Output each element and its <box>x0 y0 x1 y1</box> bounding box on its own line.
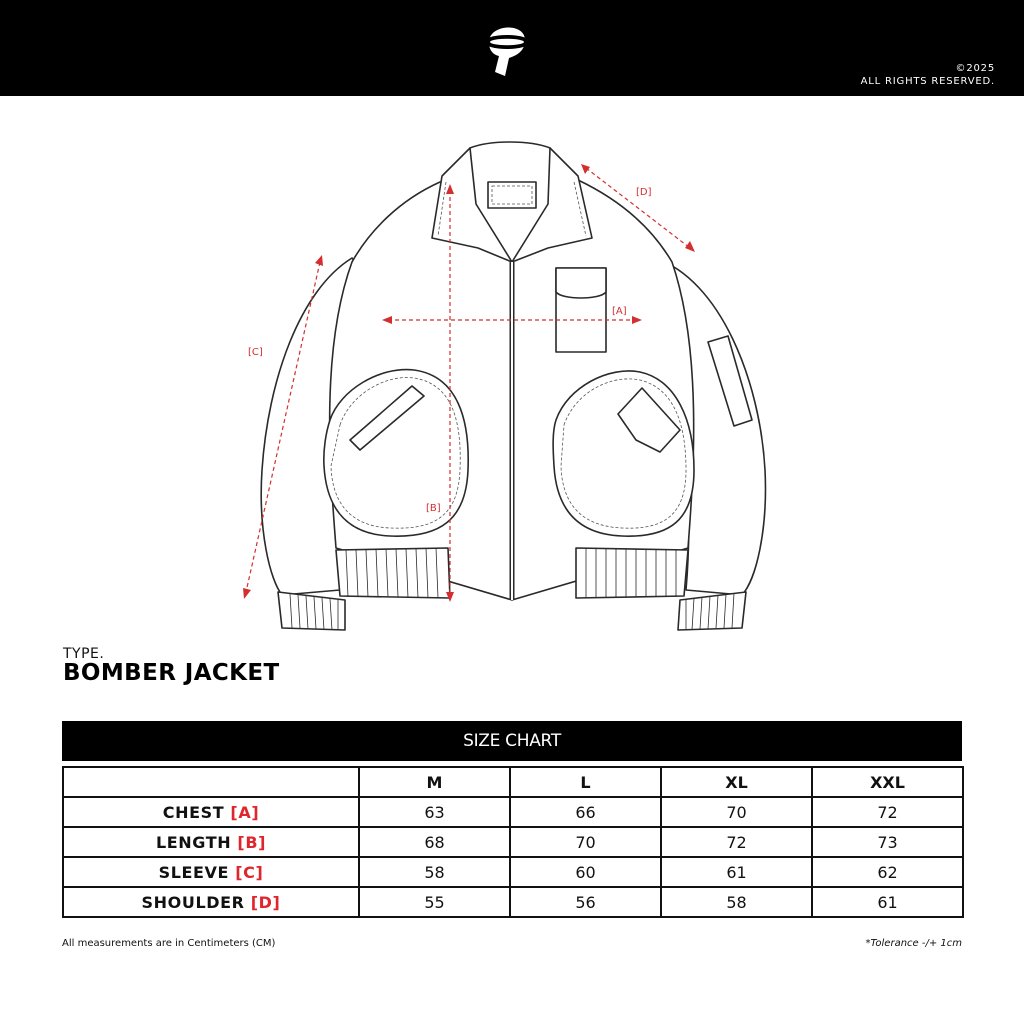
chest-pocket-flap <box>556 268 606 298</box>
table-cell: 61 <box>812 887 963 917</box>
table-row <box>63 887 963 917</box>
size-chart-title: SIZE CHART <box>62 721 962 761</box>
dim-label-c: [C] <box>248 347 263 358</box>
jacket-illustration <box>0 96 1024 656</box>
size-header-row <box>63 767 963 797</box>
table-cell: 56 <box>510 887 661 917</box>
dim-label-a: [A] <box>612 306 627 317</box>
table-cell: 72 <box>812 797 963 827</box>
row-label-chest <box>63 797 359 827</box>
size-header-xl: XL <box>661 767 812 797</box>
measure-name: CHEST <box>162 802 225 822</box>
table-cell: 72 <box>661 827 812 857</box>
table-cell: 66 <box>510 797 661 827</box>
table-cell: 70 <box>661 797 812 827</box>
dim-label-d: [D] <box>636 187 652 198</box>
measure-name: SHOULDER <box>141 892 245 912</box>
table-cell: 62 <box>812 857 963 887</box>
row-label-shoulder <box>63 887 359 917</box>
left-cuff <box>278 592 345 630</box>
table-cell: 70 <box>510 827 661 857</box>
size-header-m: M <box>359 767 510 797</box>
table-row <box>63 797 963 827</box>
measure-code: [A] <box>230 802 260 822</box>
tolerance-footnote: *Tolerance -/+ 1cm <box>865 938 962 949</box>
brand-logo-icon <box>483 16 531 80</box>
table-cell: 61 <box>661 857 812 887</box>
size-header-l: L <box>510 767 661 797</box>
table-row <box>63 827 963 857</box>
type-label: TYPE. <box>63 646 105 662</box>
size-chart-table <box>62 766 964 918</box>
measure-name: SLEEVE <box>158 862 230 882</box>
product-title: BOMBER JACKET <box>63 660 280 686</box>
units-footnote: All measurements are in Centimeters (CM) <box>62 938 276 949</box>
table-cell: 73 <box>812 827 963 857</box>
table-cell: 68 <box>359 827 510 857</box>
row-label-sleeve <box>63 857 359 887</box>
measure-name: LENGTH <box>155 832 232 852</box>
waistband-left <box>336 548 450 598</box>
right-lower-pocket <box>553 371 694 536</box>
dim-label-b: [B] <box>426 503 441 514</box>
copyright-text: ALL RIGHTS RESERVED. <box>860 76 995 87</box>
table-cell: 60 <box>510 857 661 887</box>
table-cell: 58 <box>359 857 510 887</box>
size-header-xxl: XXL <box>812 767 963 797</box>
waistband-right <box>576 548 688 598</box>
table-cell: 55 <box>359 887 510 917</box>
table-row <box>63 857 963 887</box>
left-lower-pocket <box>324 370 468 537</box>
header-corner-cell <box>63 767 359 797</box>
measure-code: [D] <box>250 892 281 912</box>
right-cuff <box>678 592 746 630</box>
header-bar <box>0 0 1024 96</box>
table-cell: 58 <box>661 887 812 917</box>
measure-code: [B] <box>237 832 267 852</box>
copyright-year: ©2025 <box>955 63 995 74</box>
table-cell: 63 <box>359 797 510 827</box>
measure-code: [C] <box>235 862 264 882</box>
copyright-notice <box>861 62 995 88</box>
row-label-length <box>63 827 359 857</box>
